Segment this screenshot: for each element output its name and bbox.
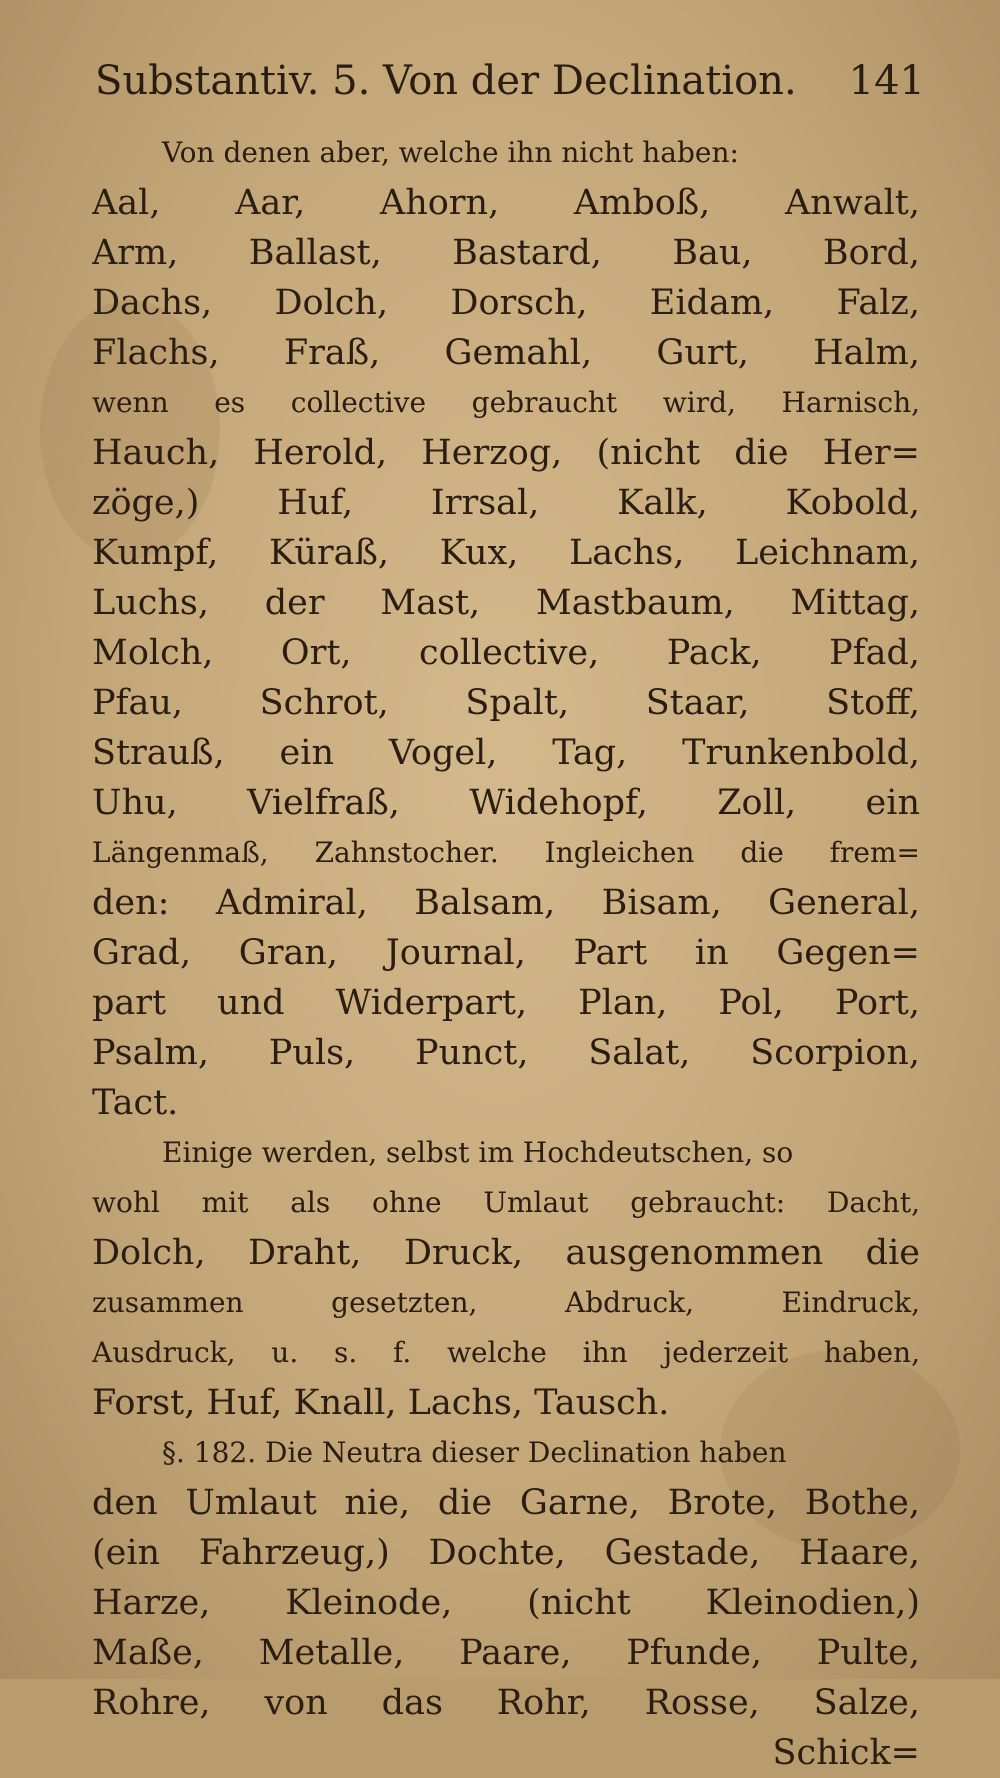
text-line: Kumpf, Küraß, Kux, Lachs, Leichnam, <box>92 533 920 573</box>
text-line: (ein Fahrzeug,) Dochte, Gestade, Haare, <box>92 1533 920 1573</box>
text-line: wenn es collective gebraucht wird, Harnisch, <box>92 386 920 419</box>
text-line: den: Admiral, Balsam, Bisam, General, <box>92 883 920 923</box>
text-line: Hauch, Herold, Herzog, (nicht die Her= <box>92 433 920 473</box>
text-line: Luchs, der Mast, Mastbaum, Mittag, <box>92 583 920 623</box>
running-header <box>95 58 925 104</box>
text-line: Psalm, Puls, Punct, Salat, Scorpion, <box>92 1033 920 1073</box>
text-line: Tact. <box>92 1083 179 1123</box>
text-line: zusammen gesetzten, Abdruck, Eindruck, <box>92 1286 920 1319</box>
text-line: Dolch, Draht, Druck, ausgenommen die <box>92 1233 920 1273</box>
text-line: Einige werden, selbst im Hochdeutschen, so <box>162 1136 794 1169</box>
text-line: zöge,) Huf, Irrsal, Kalk, Kobold, <box>92 483 920 523</box>
text-line: Strauß, ein Vogel, Tag, Trunkenbold, <box>92 733 920 773</box>
text-line: Forst, Huf, Knall, Lachs, Tausch. <box>92 1383 670 1423</box>
text-line: Von denen aber, welche ihn nicht haben: <box>162 136 739 169</box>
text-line: Maße, Metalle, Paare, Pfunde, Pulte, <box>92 1633 920 1673</box>
text-line: Grad, Gran, Journal, Part in Gegen= <box>92 933 920 973</box>
text-line: Uhu, Vielfraß, Widehopf, Zoll, ein <box>92 783 920 823</box>
text-line: Harze, Kleinode, (nicht Kleinodien,) <box>92 1583 920 1623</box>
text-line: Ausdruck, u. s. f. welche ihn jederzeit haben, <box>92 1336 920 1369</box>
text-line: Rohre, von das Rohr, Rosse, Salze, <box>92 1683 920 1723</box>
text-line: Flachs, Fraß, Gemahl, Gurt, Halm, <box>92 333 920 373</box>
text-line: Molch, Ort, collective, Pack, Pfad, <box>92 633 920 673</box>
catchword: Schick= <box>772 1733 920 1773</box>
text-line: Dachs, Dolch, Dorsch, Eidam, Falz, <box>92 283 920 323</box>
text-line: Pfau, Schrot, Spalt, Staar, Stoff, <box>92 683 920 723</box>
text-line: part und Widerpart, Plan, Pol, Port, <box>92 983 920 1023</box>
text-line: wohl mit als ohne Umlaut gebraucht: Dacht, <box>92 1186 920 1219</box>
body-text <box>92 128 920 1778</box>
text-line: den Umlaut nie, die Garne, Brote, Bothe, <box>92 1483 920 1523</box>
text-line: §. 182. Die Neutra dieser Declination haben <box>162 1436 787 1469</box>
text-line: Längenmaß, Zahnstocher. Ingleichen die frem= <box>92 836 920 869</box>
page-number: 141 <box>848 58 925 104</box>
text-line: Arm, Ballast, Bastard, Bau, Bord, <box>92 233 920 273</box>
running-title: Substantiv. 5. Von der Declination. <box>95 58 797 104</box>
text-line: Aal, Aar, Ahorn, Amboß, Anwalt, <box>92 183 920 223</box>
